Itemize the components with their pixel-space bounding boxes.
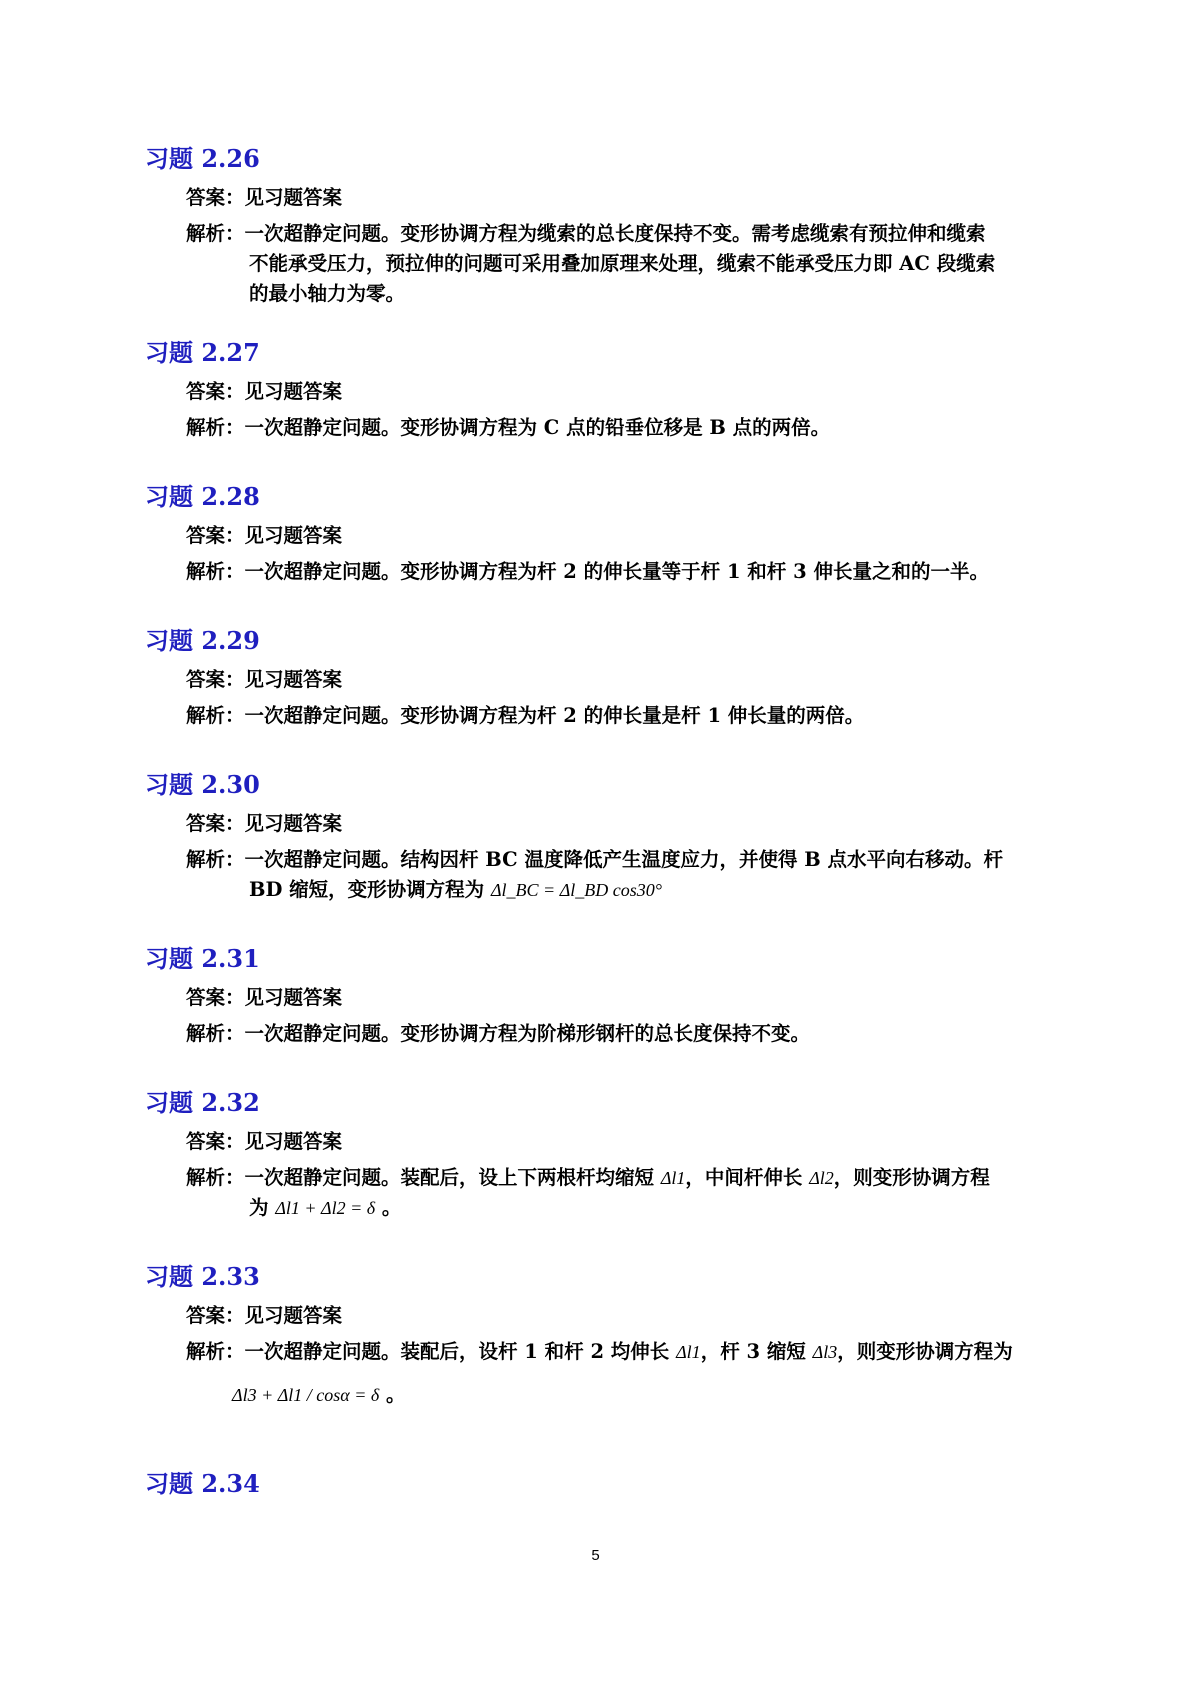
symbol-delta-l2: Δl2 — [809, 1168, 834, 1188]
answer-line: 答案：见习题答案 — [186, 380, 343, 403]
analysis-continuation: 不能承受压力，预拉伸的问题可采用叠加原理来处理，缆索不能承受压力即 AC 段缆索 — [249, 252, 996, 275]
equation: Δl1 + Δl2 = δ — [275, 1198, 376, 1218]
analysis-label: 解析： — [186, 1166, 245, 1189]
analysis-continuation: 的最小轴力为零。 — [249, 282, 406, 305]
analysis-text: BD 缩短，变形协调方程为 — [249, 878, 485, 901]
analysis-text: 一次超静定问题。结构因杆 BC 温度降低产生温度应力，并使得 B 点水平向右移动。杆 — [244, 848, 1004, 871]
page-number: 5 — [591, 1547, 600, 1564]
problem-heading: 习题 2.28 — [145, 482, 260, 511]
problem-heading: 习题 2.31 — [145, 944, 260, 973]
analysis-text: ，则变形协调方程 — [833, 1166, 990, 1189]
answer-line: 答案：见习题答案 — [186, 1304, 343, 1327]
analysis-continuation — [232, 1380, 406, 1410]
answer-line: 答案：见习题答案 — [186, 668, 343, 691]
analysis-text: 。 — [386, 1383, 406, 1406]
equation: Δl_BC = Δl_BD cos30° — [490, 880, 662, 900]
symbol-delta-l1: Δl1 — [660, 1168, 686, 1188]
analysis-line — [186, 413, 830, 443]
analysis-text: ，则变形协调方程为 — [837, 1340, 1013, 1363]
problem-heading: 习题 2.33 — [145, 1262, 260, 1291]
analysis-text: ，杆 3 缩短 — [700, 1340, 806, 1363]
analysis-line — [186, 701, 864, 731]
analysis-text: 一次超静定问题。变形协调方程为杆 2 的伸长量是杆 1 伸长量的两倍。 — [244, 704, 865, 727]
analysis-line — [186, 1163, 990, 1193]
analysis-text: 一次超静定问题。变形协调方程为 C 点的铅垂位移是 B 点的两倍。 — [244, 416, 831, 439]
analysis-continuation — [249, 1193, 401, 1223]
equation: Δl3 + Δl1 / cosα = δ — [232, 1385, 380, 1405]
analysis-line — [186, 845, 1003, 875]
analysis-text: 一次超静定问题。变形协调方程为阶梯形钢杆的总长度保持不变。 — [244, 1022, 811, 1045]
analysis-line — [186, 557, 989, 587]
analysis-text: 一次超静定问题。装配后，设杆 1 和杆 2 均伸长 — [244, 1340, 670, 1363]
problem-heading: 习题 2.30 — [145, 770, 260, 799]
analysis-label: 解析： — [186, 560, 245, 583]
answer-line: 答案：见习题答案 — [186, 186, 343, 209]
problem-heading: 习题 2.34 — [145, 1469, 260, 1498]
symbol-delta-l3: Δl3 — [812, 1342, 838, 1362]
analysis-label: 解析： — [186, 416, 245, 439]
analysis-line — [186, 219, 986, 249]
problem-heading: 习题 2.32 — [145, 1088, 260, 1117]
analysis-text: 一次超静定问题。变形协调方程为缆索的总长度保持不变。需考虑缆索有预拉伸和缆索 — [244, 222, 986, 245]
analysis-text: 一次超静定问题。装配后，设上下两根杆均缩短 — [244, 1166, 655, 1189]
analysis-line — [186, 1019, 810, 1049]
answer-line: 答案：见习题答案 — [186, 812, 343, 835]
analysis-text: ，中间杆伸长 — [685, 1166, 803, 1189]
analysis-label: 解析： — [186, 848, 245, 871]
analysis-label: 解析： — [186, 1340, 245, 1363]
analysis-label: 解析： — [186, 222, 245, 245]
problem-heading: 习题 2.29 — [145, 626, 260, 655]
symbol-delta-l1: Δl1 — [676, 1342, 701, 1362]
answer-line: 答案：见习题答案 — [186, 524, 343, 547]
analysis-text: 为 — [249, 1196, 269, 1219]
analysis-continuation — [249, 875, 662, 905]
analysis-text: 一次超静定问题。变形协调方程为杆 2 的伸长量等于杆 1 和杆 3 伸长量之和的一半。 — [244, 560, 989, 583]
analysis-label: 解析： — [186, 704, 245, 727]
analysis-label: 解析： — [186, 1022, 245, 1045]
problem-heading: 习题 2.27 — [145, 338, 260, 367]
analysis-line — [186, 1337, 1013, 1367]
answer-line: 答案：见习题答案 — [186, 1130, 343, 1153]
problem-heading: 习题 2.26 — [145, 144, 260, 173]
answer-line: 答案：见习题答案 — [186, 986, 343, 1009]
analysis-text: 。 — [381, 1196, 402, 1219]
